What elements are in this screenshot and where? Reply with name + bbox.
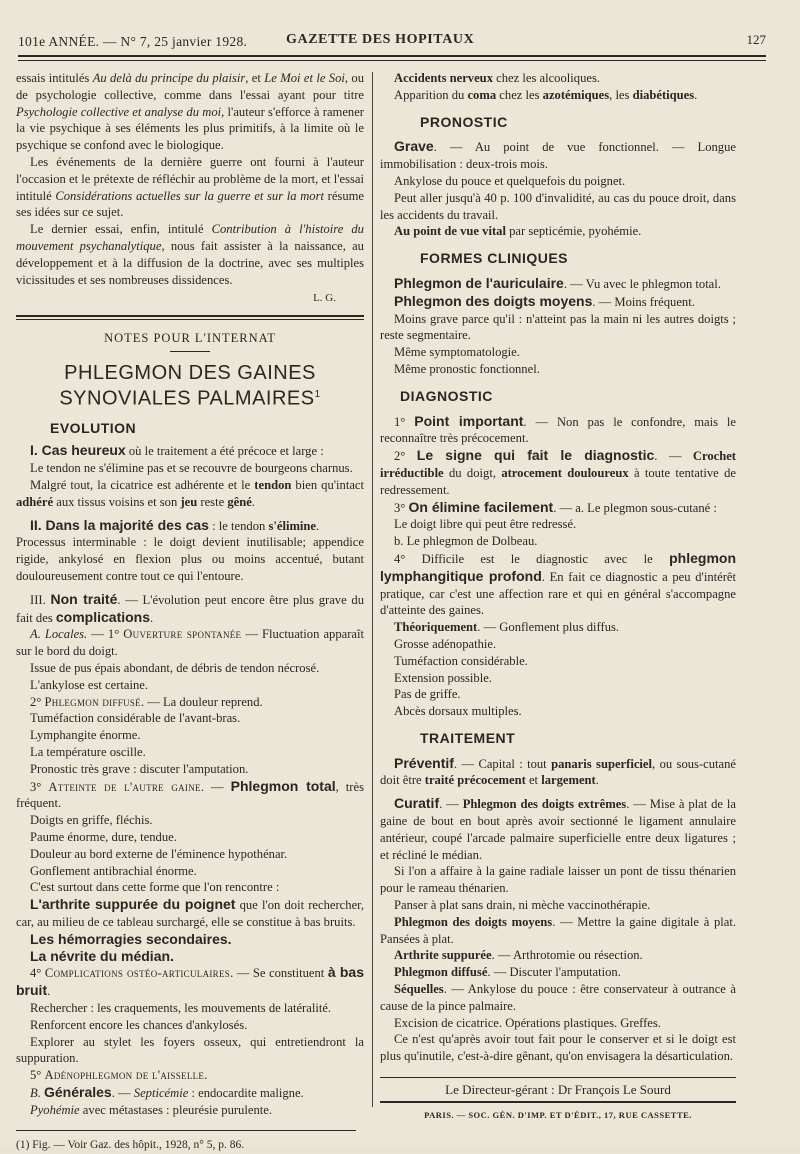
imprint-line: PARIS. — SOC. GÉN. D'IMP. ET D'ÉDIT., 17, RUE CASSETTE.: [424, 1109, 692, 1120]
issue-line: 101e ANNÉE. — N° 7, 25 janvier 1928.: [18, 34, 248, 49]
footnote-rule: [16, 1130, 356, 1131]
section-separator: [16, 315, 364, 320]
theo-line: Abcès dorsaux multiples.: [394, 704, 522, 719]
pronostic-line: Peut aller jusqu'à 40 p. 100 d'invalidité, au cas du pouce droit, dans les accidents du travail.: [380, 190, 736, 222]
imprint-rule: [380, 1101, 736, 1103]
theo-line: Extension possible.: [394, 670, 492, 685]
adenophlegmon: 5° Adénophlegmon de l'aisselle.: [30, 1068, 208, 1083]
accidents-nerveux: Accidents nerveux chez les alcooliques.: [394, 71, 601, 85]
phlegmon-diffuse: 2° Phlegmon diffusé. — La douleur reprend.: [30, 694, 263, 709]
pronostic-grave: Grave. — Au point de vue fonctionnel. — Longue immobilisation : deux-trois mois.: [380, 138, 736, 172]
traitement-heading: TRAITEMENT: [420, 729, 516, 746]
phlegmon-line: La température oscille.: [30, 744, 146, 759]
right-column: [380, 70, 736, 1124]
traitement-preventif: Préventif. — Capital : tout panaris superficiel, ou sous-cutané doit être traité précocement et largement.: [380, 754, 737, 788]
pyohemie-line: Pyohémie avec métastases : pleurésie purulente.: [30, 1102, 272, 1117]
author-signature: L. G.: [313, 292, 336, 305]
compl-line: Renforcent encore les chances d'ankylosés.: [30, 1017, 248, 1032]
header-rule-thin: [18, 60, 766, 61]
moyens-line: Même symptomatologie.: [394, 345, 520, 360]
traitement-arthrite: Arthrite suppurée. — Arthrotomie ou résection.: [394, 948, 643, 963]
evolution-case-1: I. Cas heureux où le traitement a été précoce et large :: [30, 442, 324, 459]
diagnostic-1: 1° Point important. — Non pas le confondre, mais le reconnaître très précocement.: [380, 412, 737, 446]
phlegmon-line: Pronostic très grave : discuter l'amputation.: [30, 761, 249, 776]
theo-line: Grosse adénopathie.: [394, 636, 497, 651]
notes-heading: NOTES POUR L'INTERNAT: [104, 331, 276, 346]
pronostic-heading: PRONOSTIC: [420, 113, 508, 130]
theo-line: Pas de griffe.: [394, 687, 461, 702]
gaine-line: Paume énorme, dure, tendue.: [30, 829, 177, 844]
diagnostic-4: 4° Difficile est le diagnostic avec le phlegmon lymphangitique profond. En fait ce diagnostic a peu d'intérêt pratique, car c'est une affection rare et qui en général s'accompagne d'atteinte des gaines.: [380, 549, 736, 618]
sequelles-line: Excision de cicatrice. Opérations plastiques. Greffes.: [394, 1015, 661, 1030]
director-line: Le Directeur-gérant : Dr François Le Sourd: [445, 1082, 671, 1098]
phlegmon-line: Lymphangite énorme.: [30, 728, 141, 743]
column-divider: [372, 72, 373, 1107]
forme-doigts-moyens: Phlegmon des doigts moyens. — Moins fréquent.: [394, 292, 695, 309]
notes-rule: [170, 351, 210, 352]
complications-osteo-articulaires: 4° Complications ostéo-articulaires. — Se constituent à bas bruit.: [16, 964, 364, 999]
theoriquement: Théoriquement. — Gonflement plus diffus.: [394, 620, 620, 635]
locales-line: Issue de pus épais abondant, de débris de tendon nécrosé.: [30, 660, 320, 675]
formes-cliniques-heading: FORMES CLINIQUES: [420, 250, 569, 267]
evolution-case-2-detail: Processus interminable : le doigt devient inutilisable; appendice rigide, ankylosé en flexion plus ou moins accentué, butant douloureusement contre tout ce qui l'entoure.: [16, 535, 364, 583]
director-rule: [380, 1077, 736, 1078]
intro-paragraph-2: Les événements de la dernière guerre ont fourni à l'auteur l'occasion et le prétexte de réfléchir au problème de la mort, et l'essai intitulé Considérations actuelles sur la guerre et sur la mort résume ses idées sur ce sujet.: [16, 154, 365, 220]
phlegmon-line: Tuméfaction considérable de l'avant-bras.: [30, 711, 241, 726]
journal-title: GAZETTE DES HOPITAUX: [286, 32, 475, 47]
traitement-curatif: Curatif. — Phlegmon des doigts extrêmes. — Mise à plat de la gaine de bout en bout après avoir sectionné le ligament annulaire antérieur, coupé l'arcade palmaire superficielle entre deux ligatures ; et récliné le médian.: [380, 795, 736, 862]
evolution-heading: EVOLUTION: [50, 419, 137, 436]
evolution-case-2: II. Dans la majorité des cas : le tendon s'élimine.: [30, 516, 320, 533]
sequelles: Séquelles. — Ankylose du pouce : être conservateur à outrance à cause de la pince palmaire.: [380, 982, 736, 1013]
diagnostic-heading: DIAGNOSTIC: [400, 387, 493, 404]
header-rule: [18, 55, 766, 57]
nevrite-median: La névrite du médian.: [30, 947, 174, 964]
diagnostic-2: 2° Le signe qui fait le diagnostic. — Crochet irréductible du doigt, atrocement douloureux à toute tentative de redressement.: [380, 447, 737, 497]
forme-auriculaire: Phlegmon de l'auriculaire. — Vu avec le phlegmon total.: [394, 274, 721, 291]
evolution-case-1-note: Malgré tout, la cicatrice est adhérente et le tendon bien qu'intact adhéré aux tissus voisins et son jeu reste gêné.: [16, 478, 364, 509]
gaine-line: C'est surtout dans cette forme que l'on rencontre :: [30, 880, 280, 895]
moyens-line: Moins grave parce qu'il : n'atteint pas la main ni les autres doigts ; reste segmentaire.: [380, 311, 736, 343]
sequelles-line: Ce n'est qu'après avoir tout fait pour le conserver et si le doigt est plus qu'inutile, c'est-à-dire gênant, qu'on envisagera la désarticulation.: [380, 1032, 736, 1064]
left-column: [16, 70, 364, 1154]
pronostic-line: Ankylose du pouce et quelquefois du poignet.: [394, 173, 626, 188]
evolution-case-1-detail: Le tendon ne s'élimine pas et se recouvre de bourgeons charnus.: [30, 461, 353, 476]
page-header: [18, 30, 766, 54]
article-title: PHLEGMON DES GAINES SYNOVIALES PALMAIRES$^1$: [59, 361, 321, 410]
atteinte-autre-gaine: 3° Atteinte de l'autre gaine. — Phlegmon total, très fréquent.: [16, 777, 364, 811]
footnote: (1) Fig. — Voir Gaz. des hôpit., 1928, n° 5, p. 86.: [16, 1139, 245, 1152]
curatif-line: Si l'on a affaire à la gaine radiale laisser un pont de tissu thénarien pour le rameau thénarien.: [380, 864, 736, 896]
diagnostic-3-line: b. Le phlegmon de Dolbeau.: [394, 534, 538, 549]
compl-line: Rechercher : les craquements, les mouvements de latéralité.: [30, 1000, 332, 1015]
hemorragies-secondaires: Les hémorragies secondaires.: [30, 930, 232, 947]
curatif-line: Panser à plat sans drain, ni mèche vaccinothérapie.: [394, 898, 651, 913]
gaine-line: Gonflement antibrachial énorme.: [30, 863, 197, 878]
complications-locales: A. Locales. — 1° Ouverture spontanée — Fluctuation apparaît sur le bord du doigt.: [16, 627, 364, 659]
moyens-line: Même pronostic fonctionnel.: [394, 361, 540, 376]
locales-line: L'ankylose est certaine.: [30, 677, 149, 692]
diagnostic-3: 3° On élimine facilement. — a. Le plegmon sous-cutané :: [394, 498, 717, 515]
evolution-case-3: III. Non traité. — L'évolution peut encore être plus grave du fait des complications.: [16, 590, 364, 625]
traitement-phlegmon-diffuse: Phlegmon diffusé. — Discuter l'amputation.: [394, 965, 621, 980]
compl-line: Explorer au stylet les foyers osseux, qui entretiendront la suppuration.: [16, 1034, 364, 1066]
coma-line: Apparition du coma chez les azotémiques, les diabétiques.: [394, 87, 698, 102]
pronostic-vital: Au point de vue vital par septicémie, pyohémie.: [394, 224, 642, 239]
arthrite-suppuree: L'arthrite suppurée du poignet que l'on doit rechercher, car, au milieu de ce tableau surchargé, elle se constitue à bas bruits.: [16, 896, 364, 929]
gaine-line: Doigts en griffe, fléchis.: [30, 813, 153, 828]
intro-paragraph-1: essais intitulés Au delà du principe du plaisir, et Le Moi et le Soi, ou de psychologie collective, comme dans l'essai ayant pour titre Psychologie collective et analyse du moi, l'auteur s'efforce à ramener la vie psychique à ses éléments les plus primitifs, à la limite où le psychique se confond avec le biologique.: [16, 71, 365, 153]
traitement-doigts-moyens: Phlegmon des doigts moyens. — Mettre la gaine digitale à plat. Pansées à plat.: [380, 914, 736, 946]
theo-line: Tuméfaction considérable.: [394, 653, 528, 668]
diagnostic-3-line: Le doigt libre qui peut être redressé.: [394, 517, 577, 532]
complications-generales: B. Générales. — Septicémie : endocardite maligne.: [30, 1083, 304, 1100]
gaine-line: Douleur au bord externe de l'éminence hypothénar.: [30, 846, 288, 861]
intro-paragraph-3: Le dernier essai, enfin, intitulé Contribution à l'histoire du mouvement psychanalytique, nous fait assister à la naissance, au développement et à la diffusion de la doctrine, avec ses multiples vicissitudes et ses nombreuses dissidences.: [16, 222, 364, 287]
page-number: 127: [746, 32, 766, 47]
